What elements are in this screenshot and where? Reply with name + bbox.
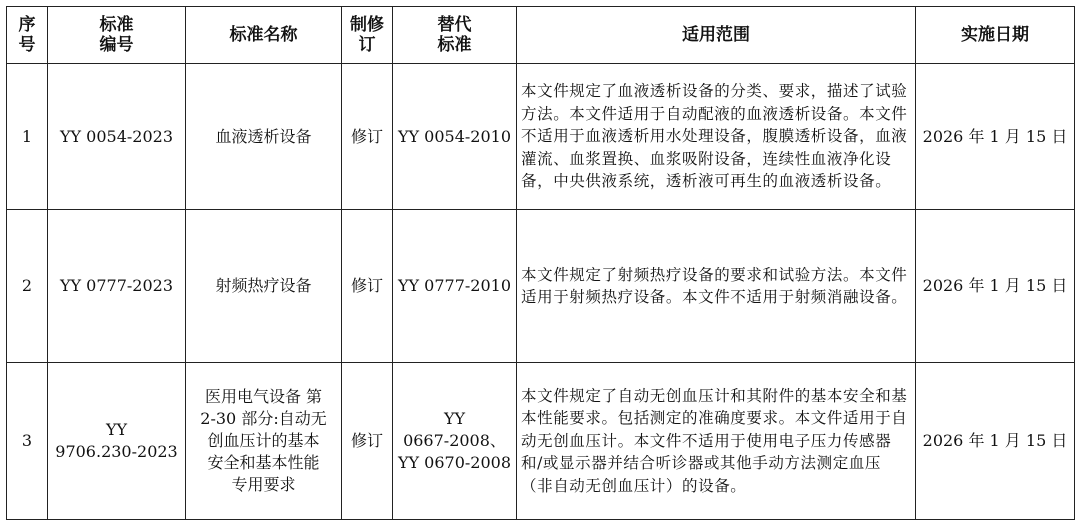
header-replace: 替代 标准 [393,7,517,64]
cell-replace: YY 0054-2010 [393,64,517,210]
cell-seq: 2 [7,210,48,363]
cell-type: 修订 [342,363,393,520]
header-name: 标准名称 [186,7,342,64]
cell-seq: 3 [7,363,48,520]
header-scope: 适用范围 [517,7,916,64]
header-date: 实施日期 [916,7,1075,64]
cell-code: YY 9706.230-2023 [48,363,186,520]
cell-replace: YY 0667-2008、 YY 0670-2008 [393,363,517,520]
cell-seq: 1 [7,64,48,210]
cell-name: 射频热疗设备 [186,210,342,363]
table-row [7,210,1075,363]
header-row [7,7,1075,64]
cell-code: YY 0054-2023 [48,64,186,210]
cell-date: 2026 年 1 月 15 日 [916,64,1075,210]
cell-code: YY 0777-2023 [48,210,186,363]
header-type: 制修 订 [342,7,393,64]
cell-scope: 本文件规定了血液透析设备的分类、要求，描述了试验方法。本文件适用于自动配液的血液透析设备。本文件不适用于血液透析用水处理设备，腹膜透析设备，血液灌流、血浆置换、血浆吸附设备，连续性血液净化设备，中央供液系统，透析液可再生的血液透析设备。 [517,64,916,210]
header-code: 标准 编号 [48,7,186,64]
cell-name: 医用电气设备 第 2-30 部分:自动无 创血压计的基本 安全和基本性能 专用要求 [186,363,342,520]
cell-type: 修订 [342,64,393,210]
cell-scope: 本文件规定了自动无创血压计和其附件的基本安全和基本性能要求。包括测定的准确度要求。本文件适用于自动无创血压计。本文件不适用于使用电子压力传感器和/或显示器并结合听诊器或其他手动方法测定血压（非自动无创血压计）的设备。 [517,363,916,520]
table-row [7,363,1075,520]
cell-name: 血液透析设备 [186,64,342,210]
header-seq: 序 号 [7,7,48,64]
cell-type: 修订 [342,210,393,363]
cell-scope: 本文件规定了射频热疗设备的要求和试验方法。本文件适用于射频热疗设备。本文件不适用于射频消融设备。 [517,210,916,363]
cell-replace: YY 0777-2010 [393,210,517,363]
table-row [7,64,1075,210]
cell-date: 2026 年 1 月 15 日 [916,210,1075,363]
standards-table [6,6,1075,520]
cell-date: 2026 年 1 月 15 日 [916,363,1075,520]
